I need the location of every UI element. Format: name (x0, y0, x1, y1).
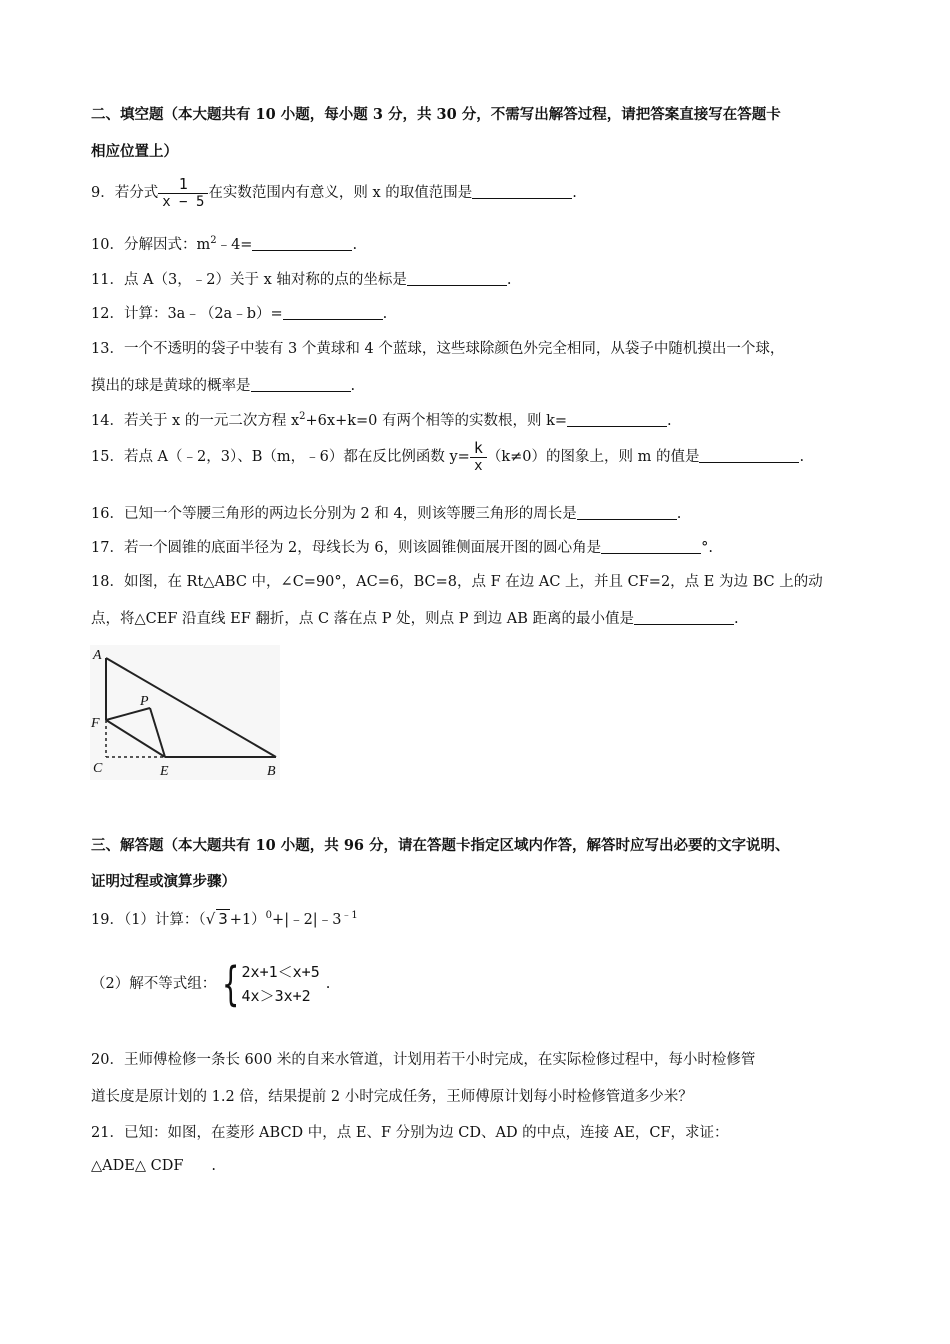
q15-denominator: x (470, 457, 487, 474)
q10-prefix: 10．分解因式：m (91, 237, 211, 253)
question-19-part1 (91, 906, 358, 929)
question-17 (91, 536, 713, 557)
label-B: B (267, 764, 276, 779)
q19-exponent-neg1: ﹣1 (341, 910, 358, 921)
inequality-system (216, 957, 320, 1011)
section2-title-line1: 二、填空题（本大题共有 10 小题，每小题 3 分，共 30 分，不需写出解答过程，请把答案直接写在答题卡 (91, 106, 781, 123)
answer-blank[interactable] (634, 610, 734, 625)
q19-exponent-0: 0 (265, 910, 273, 921)
question-14 (91, 409, 672, 430)
q13-text: 摸出的球是黄球的概率是 (91, 378, 251, 394)
label-C: C (93, 761, 103, 776)
label-P: P (140, 694, 149, 709)
q16-text: 16．已知一个等腰三角形的两边长分别为 2 和 4，则该等腰三角形的周长是 (91, 506, 577, 522)
section3-title-line2: 证明过程或演算步骤） (91, 873, 236, 890)
answer-blank[interactable] (601, 539, 701, 554)
question-13-line2 (91, 374, 355, 395)
q9-prefix: 9．若分式 (91, 185, 159, 201)
q19-mid: +1） (229, 911, 266, 928)
q12-end: . (382, 306, 388, 322)
triangle-figure (90, 645, 280, 780)
question-15 (91, 440, 804, 474)
question-10 (91, 233, 357, 254)
q17-end: °. (701, 540, 713, 556)
q21-statement: △ADE△ CDF (91, 1158, 184, 1174)
q14-exponent: 2 (299, 411, 306, 423)
label-F: F (91, 716, 100, 731)
q17-text: 17．若一个圆锥的底面半径为 2，母线长为 6，则该圆锥侧面展开图的圆心角是 (91, 540, 602, 556)
question-20-line2: 道长度是原计划的 1.2 倍，结果提前 2 小时完成任务，王师傅原计划每小时检修管道多少米？ (91, 1089, 693, 1105)
q19-part2-prefix: （2）解不等式组： (91, 976, 217, 992)
q15-end: . (799, 449, 805, 465)
q9-text: 在实数范围内有意义，则 x 的取值范围是 (208, 185, 473, 201)
q15-numerator: k (473, 439, 483, 457)
q9-fraction (158, 176, 208, 210)
section3-title-line1: 三、解答题（本大题共有 10 小题，共 96 分，请在答题卡指定区域内作答，解答时应写出必要的文字说明、 (91, 837, 790, 854)
q15-prefix: 15．若点 A（﹣2，3）、B（m，﹣6）都在反比例函数 y= (91, 449, 470, 465)
answer-blank[interactable] (577, 505, 677, 520)
q14-prefix: 14．若关于 x 的一元二次方程 x (91, 413, 300, 429)
question-19-part2 (91, 957, 331, 1011)
q10-end: . (352, 237, 358, 253)
q11-end: . (506, 272, 512, 288)
question-12 (91, 302, 387, 323)
q14-text: +6x+k=0 有两个相等的实数根，则 k= (305, 413, 568, 429)
label-E: E (160, 764, 169, 779)
q16-end: . (676, 506, 682, 522)
q10-text: ﹣4= (216, 237, 253, 253)
answer-blank[interactable] (252, 236, 352, 251)
q12-text: 12．计算：3a﹣（2a﹣b）= (91, 306, 283, 322)
question-13-line1: 13．一个不透明的袋子中装有 3 个黄球和 4 个蓝球，这些球除颜色外完全相同，从袋子中随机摸出一个球， (91, 341, 785, 357)
q11-text: 11．点 A（3，﹣2）关于 x 轴对称的点的坐标是 (91, 272, 407, 288)
q19-post: +|﹣2|﹣3 (272, 911, 342, 928)
sqrt-expression: √ 3 (205, 909, 228, 928)
answer-blank[interactable] (283, 305, 383, 320)
q9-end: . (572, 185, 577, 201)
q19-prefix: 19．（1）计算：（ (91, 911, 206, 928)
question-9 (91, 176, 577, 210)
q15-fraction (470, 440, 487, 474)
question-21-line1: 21．已知：如图，在菱形 ABCD 中，点 E、F 分别为边 CD、AD 的中点，连接 AE，CF，求证： (91, 1125, 729, 1141)
answer-blank[interactable] (699, 448, 799, 463)
q18-text: 点，将△CEF 沿直线 EF 翻折，点 C 落在点 P 处，则点 P 到边 AB 距离的最小值是 (91, 611, 634, 627)
inequality-1: 2x+1＜x+5 (241, 963, 320, 981)
section2-title-line2: 相应位置上） (91, 143, 178, 160)
answer-blank[interactable] (407, 271, 507, 286)
answer-blank[interactable] (251, 377, 351, 392)
brace-icon: { (222, 957, 240, 1011)
answer-blank[interactable] (472, 184, 572, 199)
inequality-2: 4x＞3x+2 (241, 987, 311, 1005)
q9-numerator: 1 (178, 175, 188, 193)
question-21-line2 (91, 1158, 216, 1174)
question-11 (91, 268, 512, 289)
q19-part2-end: . (325, 976, 331, 992)
q13-end: . (350, 378, 356, 394)
q14-end: . (667, 413, 672, 429)
question-18-line2 (91, 607, 739, 628)
q9-denominator: x − 5 (158, 193, 208, 210)
question-18-line1: 18．如图，在 Rt△ABC 中，∠C=90°，AC=6，BC=8，点 F 在边 AC 上，并且 CF=2，点 E 为边 BC 上的动 (91, 574, 823, 590)
question-20-line1: 20．王师傅检修一条长 600 米的自来水管道，计划用若干小时完成，在实际检修过程中，每小时检修管 (91, 1052, 756, 1068)
q15-text: （k≠0）的图象上，则 m 的值是 (486, 449, 700, 465)
answer-blank[interactable] (567, 412, 667, 427)
q18-end: . (733, 611, 739, 627)
label-A: A (93, 648, 102, 663)
q10-exponent: 2 (210, 235, 217, 247)
question-16 (91, 502, 681, 523)
q21-end: . (211, 1158, 216, 1174)
q19-radicand: 3 (218, 909, 228, 928)
